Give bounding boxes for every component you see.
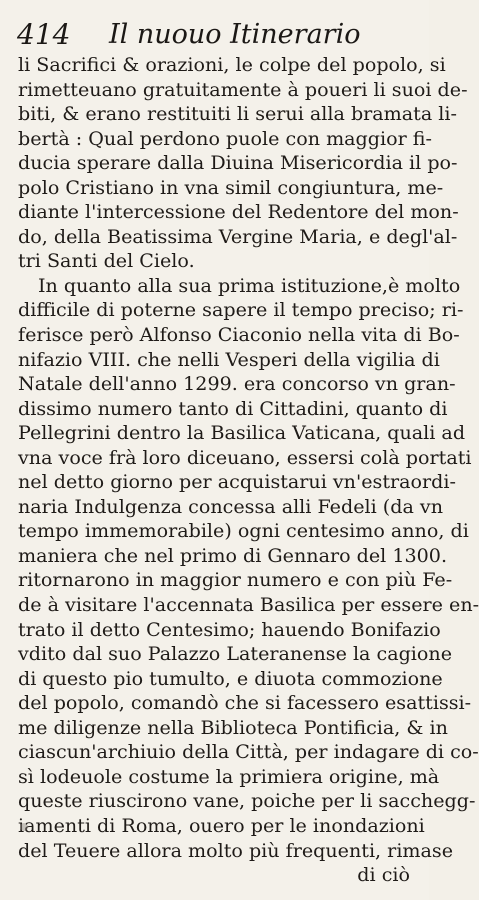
text-line: trato il detto Centesimo; hauendo Bonifazio [18,617,441,641]
text-line: tempo immemorabile) ogni centesimo anno, di [18,519,469,543]
text-line: maniera che nel primo di Gennaro del 1300. [18,543,448,567]
text-line: ferisce però Alfonso Ciaconio nella vita di Bo- [18,323,460,347]
text-line: rimetteuano gratuitamente à poueri li suoi de- [18,77,468,101]
running-title: Il nuouo Itinerario [109,19,361,50]
text-line: bertà : Qual perdono puole con maggior fi- [18,126,432,150]
text-line: tri Santi del Cielo. [18,249,195,273]
text-line: diante l'intercessione del Redentore del mon- [18,200,459,224]
text-line: de à visitare l'accennata Basilica per essere en- [18,593,479,617]
text-line: Pellegrini dentro la Basilica Vaticana, quali ad [18,421,466,445]
text-line: ciascun'archiuio della Città, per indagare di co- [18,740,479,764]
text-line: queste riuscirono vane, poiche per li sacchegg- [18,789,476,813]
text-line: vdito dal suo Palazzo Lateranense la cagione [18,642,453,666]
text-line: me diligenze nella Biblioteca Pontificia, & in [18,715,448,739]
text-line: dissimo numero tanto di Cittadini, quanto di [18,396,448,420]
text-line: ducia sperare dalla Diuina Misericordia il po- [18,151,458,175]
text-line: polo Cristiano in vna simil congiuntura, me- [18,175,444,199]
text-line: del popolo, comandò che si facessero esattissi- [18,691,472,715]
text-line: naria Indulgenza concessa alli Fedeli (da vn [18,494,443,518]
text-line: sì lodeuole costume la primiera origine, mà [18,764,440,788]
text-line: iamenti di Roma, ouero per le inondazioni [18,813,425,837]
text-line: difficile di poterne sapere il tempo preciso; ri- [18,298,464,322]
paper-mark [20,823,28,831]
text-line: vna voce frà loro diceuano, essersi colà portati [18,445,472,469]
text-line: del Teuere allora molto più frequenti, rimase [18,838,454,862]
text-line: nifazio VIII. che nelli Vesperi della vigilia di [18,347,440,371]
body-text [18,53,479,888]
text-line: di questo pio tumulto, e diuota commozione [18,666,443,690]
text-line: ritornarono in maggior numero e con più Fe- [18,568,453,592]
text-line: biti, & erano restituiti li serui alla bramata li- [18,102,457,126]
text-line: li Sacrifici & orazioni, le colpe del popolo, si [18,53,446,76]
text-line: In quanto alla sua prima istituzione,è molto [38,273,461,297]
text-line: Natale dell'anno 1299. era concorso vn gran- [18,372,456,396]
page-header [17,20,412,50]
catchword: di ciò [357,863,410,887]
text-line: do, della Beatissima Vergine Maria, e degl'al- [18,224,458,248]
text-line: nel detto giorno per acquistarui vn'estraordi- [18,470,456,494]
page-number: 414 [17,18,71,51]
